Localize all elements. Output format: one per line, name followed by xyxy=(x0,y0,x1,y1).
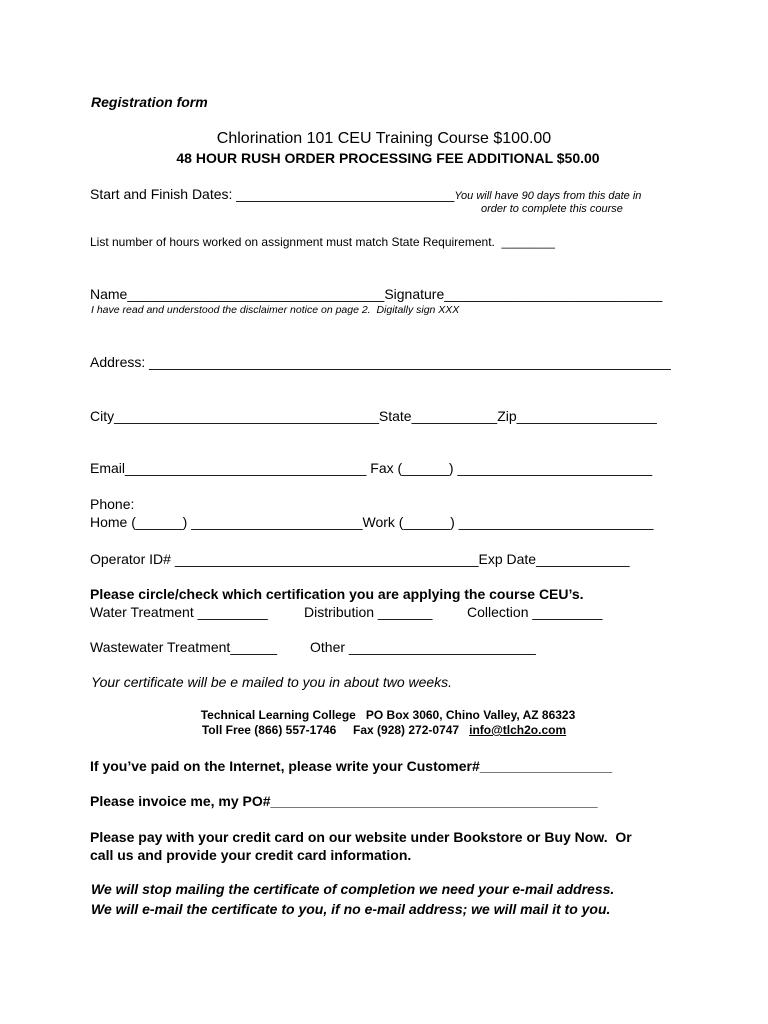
exp-date-label: Exp Date xyxy=(478,551,537,567)
city-field[interactable]: __________________________________ xyxy=(114,408,379,424)
form-label: Registration form xyxy=(91,94,208,110)
work-paren-close: ) xyxy=(450,514,459,530)
zip-label: Zip xyxy=(497,408,517,424)
fax-paren-close: ) xyxy=(448,460,458,476)
certification-row-1 xyxy=(90,605,268,619)
signature-label: Signature xyxy=(384,286,445,302)
city-label: City xyxy=(90,408,115,424)
mailing-line-2: We will e-mail the certificate to you, if no e-mail address; we will mail it to you. xyxy=(91,901,611,917)
distribution-option xyxy=(304,605,432,619)
college-email-link[interactable]: info@tlch2o.com xyxy=(469,723,567,737)
mailing-line-1: We will stop mailing the certificate of completion we need your e-mail address. xyxy=(91,881,615,897)
collection-option xyxy=(467,605,602,619)
phone-row xyxy=(90,515,653,529)
course-title: Chlorination 101 CEU Training Course $100.00 xyxy=(216,130,552,147)
home-phone-field[interactable]: ______________________ xyxy=(191,514,363,530)
address-row xyxy=(90,355,671,369)
college-phone-fax: Toll Free (866) 557-1746 Fax (928) 272-0747 xyxy=(201,723,470,737)
email-field[interactable]: _______________________________ xyxy=(125,460,371,476)
customer-label: If you’ve paid on the Internet, please write your Customer# xyxy=(90,758,480,774)
operator-id-label: Operator ID# xyxy=(90,551,175,567)
other-label: Other xyxy=(310,639,349,655)
water-treatment-field[interactable]: _________ xyxy=(197,604,268,620)
signature-field[interactable]: ____________________________ xyxy=(444,286,663,302)
home-paren-close: ) xyxy=(182,514,192,530)
distribution-field[interactable]: _______ xyxy=(377,604,433,620)
invoice-label: Please invoice me, my PO# xyxy=(90,793,271,809)
work-area-code-field[interactable]: ______ xyxy=(403,514,451,530)
college-contact xyxy=(0,724,768,736)
phone-label: Phone: xyxy=(90,496,135,512)
hours-field[interactable]: ________ xyxy=(501,235,555,249)
fax-area-code-field[interactable]: ______ xyxy=(402,460,449,476)
dates-note-line2: order to complete this course xyxy=(481,203,623,215)
fax-label: Fax ( xyxy=(370,460,403,476)
work-label: Work ( xyxy=(362,514,404,530)
collection-field[interactable]: _________ xyxy=(532,604,603,620)
certification-instruction: Please circle/check which certification you are applying the course CEU’s. xyxy=(90,586,584,602)
dates-field[interactable]: ____________________________ xyxy=(236,186,455,202)
hours-label: List number of hours worked on assignment must match State Requirement. xyxy=(90,235,502,249)
customer-number-field[interactable]: _________________ xyxy=(479,758,613,774)
po-number-field[interactable]: __________________________________________ xyxy=(270,793,598,809)
wastewater-option xyxy=(90,640,277,654)
email-label: Email xyxy=(90,460,126,476)
disclaimer-note: I have read and understood the disclaimer notice on page 2. Digitally sign XXX xyxy=(91,304,460,316)
name-field[interactable]: _________________________________ xyxy=(127,286,385,302)
city-state-zip-row xyxy=(90,409,657,423)
hours-row xyxy=(90,236,555,248)
payment-line-1: Please pay with your credit card on our website under Bookstore or Buy Now. Or xyxy=(90,829,632,845)
state-field[interactable]: ___________ xyxy=(411,408,498,424)
dates-row xyxy=(90,187,641,202)
other-option xyxy=(310,640,536,654)
payment-line-2: call us and provide your credit card information. xyxy=(90,847,412,863)
other-field[interactable]: ________________________ xyxy=(348,639,536,655)
customer-row xyxy=(90,759,612,773)
address-label: Address: xyxy=(90,354,150,370)
zip-field[interactable]: __________________ xyxy=(516,408,657,424)
work-phone-field[interactable]: _________________________ xyxy=(458,514,654,530)
certificate-note: Your certificate will be e mailed to you in about two weeks. xyxy=(91,674,453,690)
name-label: Name xyxy=(90,286,128,302)
operator-id-field[interactable]: _______________________________________ xyxy=(174,551,479,567)
collection-label: Collection xyxy=(467,604,533,620)
dates-note: You will have 90 days from this date in xyxy=(454,190,642,202)
email-fax-row xyxy=(90,461,652,475)
operator-row xyxy=(90,552,630,566)
water-treatment-label: Water Treatment xyxy=(90,604,198,620)
exp-date-field[interactable]: ____________ xyxy=(536,551,630,567)
college-address: Technical Learning College PO Box 3060, Chino Valley, AZ 86323 xyxy=(200,708,576,722)
distribution-label: Distribution xyxy=(304,604,378,620)
rush-fee-notice: 48 HOUR RUSH ORDER PROCESSING FEE ADDITIONAL $50.00 xyxy=(176,150,600,166)
state-label: State xyxy=(378,408,412,424)
fax-number-field[interactable]: _________________________ xyxy=(457,460,653,476)
address-field[interactable]: ___________________________________________________________________ xyxy=(149,354,671,370)
invoice-row xyxy=(90,794,598,808)
dates-label: Start and Finish Dates: xyxy=(90,186,237,202)
home-label: Home ( xyxy=(90,514,136,530)
home-area-code-field[interactable]: ______ xyxy=(135,514,183,530)
wastewater-field[interactable]: ______ xyxy=(230,639,278,655)
name-signature-row xyxy=(90,287,662,301)
wastewater-label: Wastewater Treatment xyxy=(90,639,231,655)
